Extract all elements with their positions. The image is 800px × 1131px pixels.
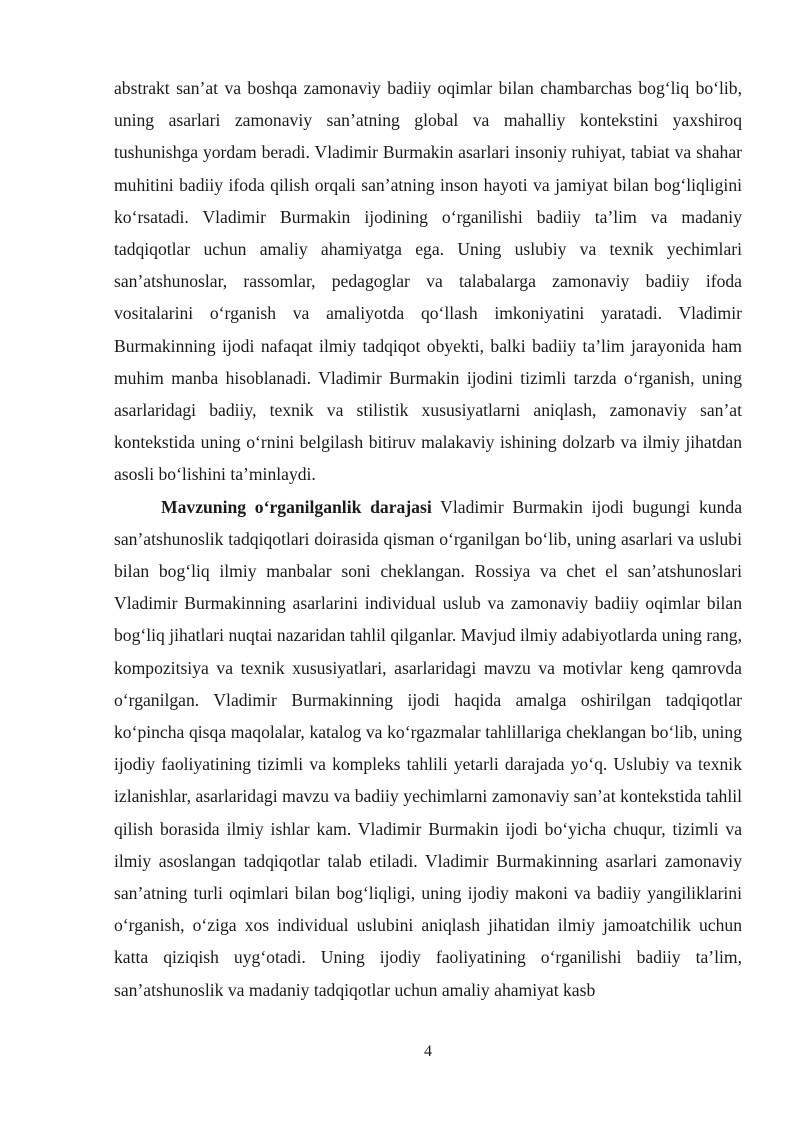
- page-number: 4: [424, 1043, 432, 1060]
- paragraph-text: abstrakt san’at va boshqa zamonaviy badiiy oqimlar bilan chambarchas bog‘liq bo‘lib, uning asarlari zamonaviy san’atning global va mahalliy kontekstini yaxshiroq tushunishga yordam beradi. Vladimir Burmakin asarlari insoniy ruhiyat, tabiat va shahar muhitini badiiy ifoda qilish orqali san’atning inson hayoti va jamiyat bilan bog‘liqligini ko‘rsatadi. Vladimir Burmakin ijodining o‘rganilishi badiiy ta’lim va madaniy tadqiqotlar uchun amaliy ahamiyatga ega. Uning uslubiy va texnik yechimlari san’atshunoslar, rassomlar, pedagoglar va talabalarga zamonaviy badiiy ifoda vositalarini o‘rganish va amaliyotda qo‘llash imkoniyatini yaratadi. Vladimir Burmakinning ijodi nafaqat ilmiy tadqiqot obyekti, balki badiiy ta’lim jarayonida ham muhim manba hisoblanadi. Vladimir Burmakin ijodini tizimli tarzda o‘rganish, uning asarlaridagi badiiy, texnik va stilistik xususiyatlarni aniqlash, zamonaviy san’at kontekstida uning o‘rnini belgilash bitiruv malakaviy ishining dolzarb va ilmiy jihatdan asosli bo‘lishini ta’minlaydi.: [114, 78, 742, 485]
- paragraph-lead-heading: Mavzuning o‘rganilganlik darajasi: [161, 496, 432, 517]
- paragraph-continuation: [114, 72, 742, 491]
- paragraph-study-degree: [114, 491, 742, 1006]
- paragraph-text: Vladimir Burmakin ijodi bugungi kunda san’atshunoslik tadqiqotlari doirasida qisman o‘rganilgan bo‘lib, uning asarlari va uslubi bilan bog‘liq ilmiy manbalar soni cheklangan. Rossiya va chet el san’atshunoslari Vladimir Burmakinning asarlarini individual uslub va zamonaviy badiiy oqimlar bilan bog‘liq jihatlari nuqtai nazaridan tahlil qilganlar. Mavjud ilmiy adabiyotlarda uning rang, kompozitsiya va texnik xususiyatlari, asarlaridagi mavzu va motivlar keng qamrovda o‘rganilgan. Vladimir Burmakinning ijodi haqida amalga oshirilgan tadqiqotlar ko‘pincha qisqa maqolalar, katalog va ko‘rgazmalar tahlillariga cheklangan bo‘lib, uning ijodiy faoliyatining tizimli va kompleks tahlili yetarli darajada yo‘q. Uslubiy va texnik izlanishlar, asarlaridagi mavzu va badiiy yechimlarni zamonaviy san’at kontekstida tahlil qilish borasida ilmiy ishlar kam. Vladimir Burmakin ijodi bo‘yicha chuqur, tizimli va ilmiy asoslangan tadqiqotlar talab etiladi. Vladimir Burmakinning asarlari zamonaviy san’atning turli oqimlari bilan bog‘liqligi, uning ijodiy makoni va badiiy yangiliklarini o‘rganish, o‘ziga xos individual uslubini aniqlash jihatidan ilmiy jamoatchilik uchun katta qiziqish uyg‘otadi. Uning ijodiy faoliyatining o‘rganilishi badiiy ta’lim, san’atshunoslik va madaniy tadqiqotlar uchun amaliy ahamiyat kasb: [114, 496, 743, 1000]
